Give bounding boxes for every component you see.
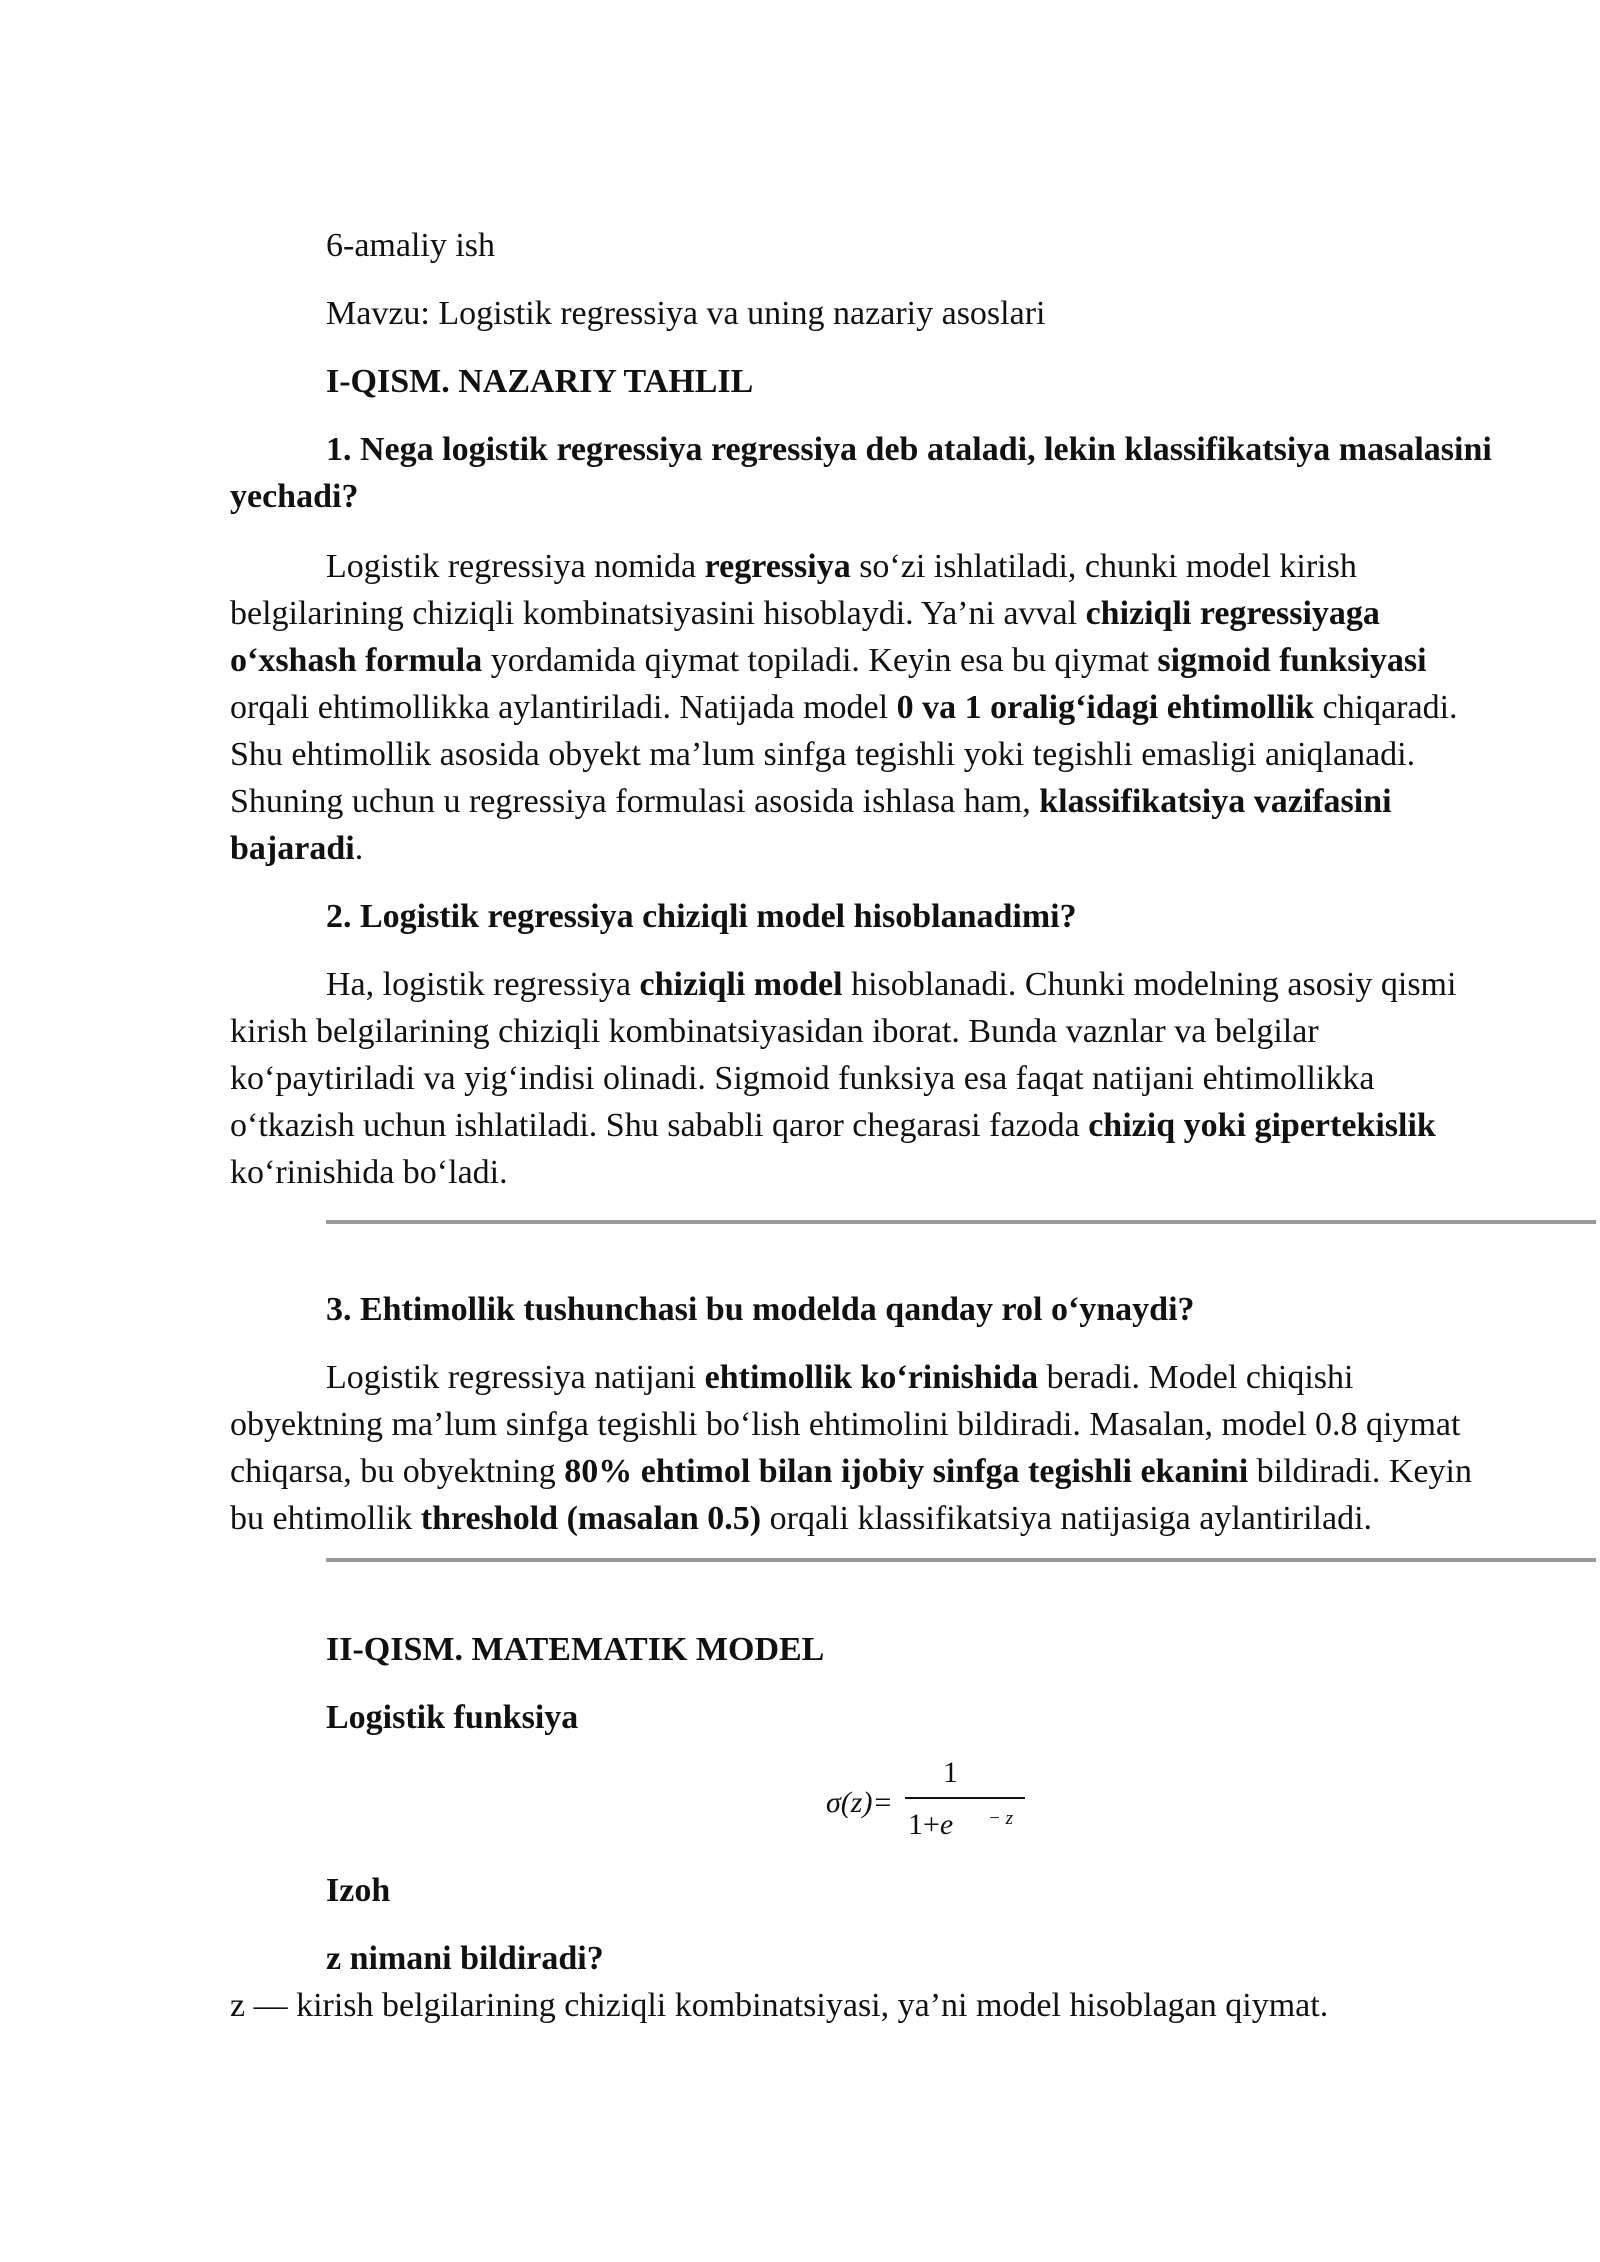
question-2-title: 2. Logistik regressiya chiziqli model hisoblanadimi? [326,898,1077,935]
work-number: 6-amaliy ish [326,227,496,264]
topic-line: Mavzu: Logistik regressiya va uning nazariy asoslari [326,295,1046,332]
sigmoid-formula [230,1741,1492,1841]
answer-1-paragraph: Logistik regressiya nomida regressiya so‘zi ishlatiladi, chunki model kirish belgilarining chiziqli kombinatsiyasini hisoblaydi. Ya’ni avval chiziqli regressiyaga o‘xshash formula yordamida qiymat topiladi. Keyin esa bu qiymat sigmoid funksiyasi orqali ehtimollikka aylantiriladi. Natijada model 0 va 1 oralig‘idagi ehtimollik chiqaradi. Shu ehtimollik asosida obyekt ma’lum sinfga tegishli yoki tegishli emasligi aniqlanadi. Shuning uchun u regressiya formulasi asosida ishlasa ham, klassifikatsiya vazifasini bajaradi. [230,548,1458,867]
answer-2-paragraph: Ha, logistik regressiya chiziqli model hisoblanadi. Chunki modelning asosiy qismi kirish belgilarining chiziqli kombinatsiyasidan iborat. Bunda vaznlar va belgilar ko‘paytiriladi va yig‘indisi olinadi. Sigmoid funksiya esa faqat natijani ehtimollikka o‘tkazish uchun ishlatiladi. Shu sababli qaror chegarasi fazoda chiziq yoki gipertekislik ko‘rinishida bo‘ladi. [230,966,1457,1191]
formula-lhs: σ(z)= [826,1786,893,1819]
note-title: Izoh [326,1872,391,1909]
answer-3-paragraph: Logistik regressiya natijani ehtimollik ko‘rinishida beradi. Model chiqishi obyektning ma’lum sinfga tegishli bo‘lish ehtimolini bildiradi. Masalan, model 0.8 qiymat chiqarsa, bu obyektning 80% ehtimol bilan ijobiy sinfga tegishli ekanini bildiradi. Keyin bu ehtimollik threshold (masalan 0.5) orqali klassifikatsiya natijasiga aylantiriladi. [230,1359,1472,1537]
logistic-function-title: Logistik funksiya [326,1699,579,1736]
formula-numerator: 1 [943,1756,958,1789]
formula-exponent: − z [988,1808,1013,1829]
part1-title: I-QISM. NAZARIY TAHLIL [326,363,754,400]
horizontal-rule [326,1220,1596,1224]
part2-title: II-QISM. MATEMATIK MODEL [326,1631,825,1668]
horizontal-rule [326,1558,1596,1562]
z-answer: z — kirish belgilarining chiziqli kombinatsiyasi, ya’ni model hisoblagan qiymat. [230,1987,1329,2024]
formula-denominator: 1+e [908,1808,954,1841]
z-question: z nimani bildiradi? [326,1940,604,1977]
document-page [230,222,1492,2029]
question-3-title: 3. Ehtimollik tushunchasi bu modelda qanday rol o‘ynaydi? [326,1291,1195,1328]
question-1-title: 1. Nega logistik regressiya regressiya deb ataladi, lekin klassifikatsiya masalasini yechadi? [230,431,1492,515]
